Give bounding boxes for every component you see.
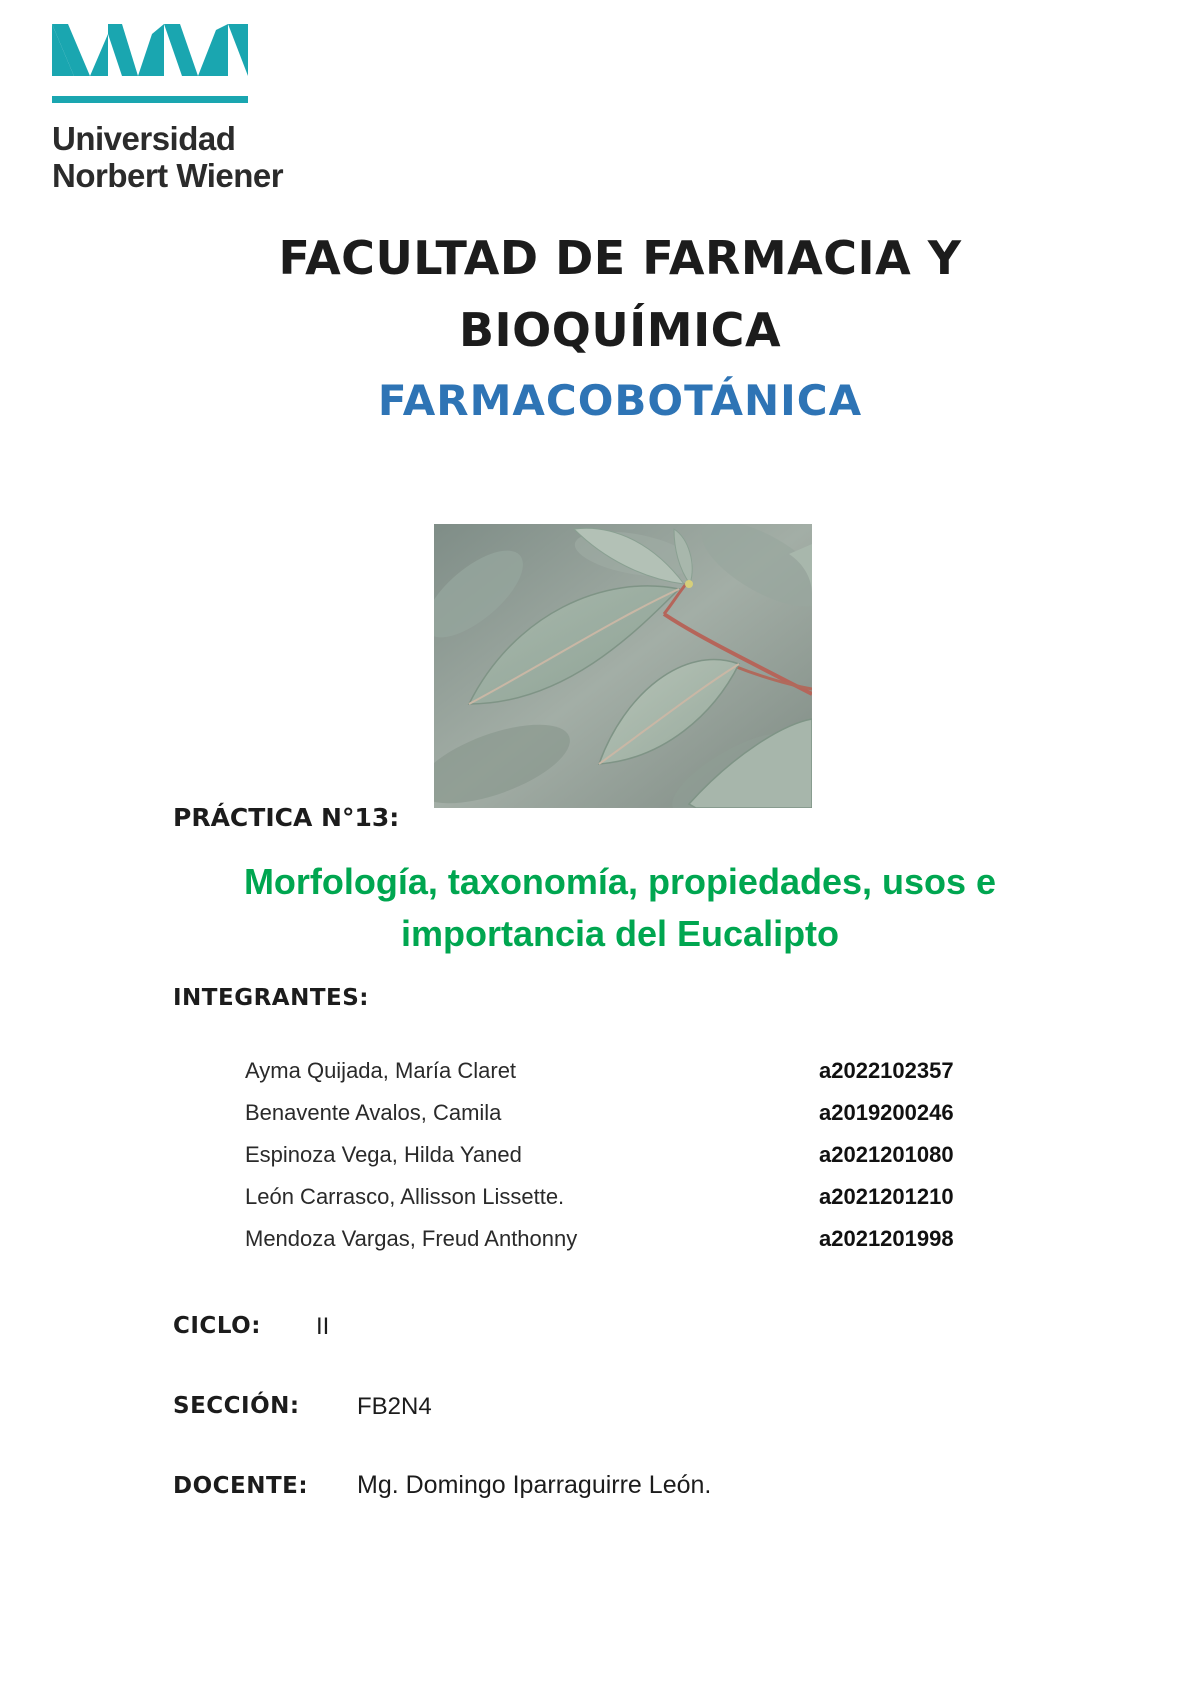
cycle-label: CICLO:: [173, 1313, 261, 1339]
member-code: a2019200246: [819, 1100, 954, 1125]
list-item: [245, 1058, 1005, 1100]
member-name: Espinoza Vega, Hilda Yaned: [245, 1142, 522, 1167]
list-item: [245, 1184, 1005, 1226]
cycle-value: II: [316, 1313, 330, 1340]
member-name: León Carrasco, Allisson Lissette.: [245, 1184, 565, 1209]
section-label: SECCIÓN:: [173, 1393, 300, 1419]
practice-topic: [120, 856, 1120, 960]
list-item: [245, 1226, 1005, 1268]
faculty-title: [120, 222, 1120, 366]
faculty-title-line-2: BIOQUÍMICA: [458, 303, 782, 357]
member-code: a2022102357: [819, 1058, 954, 1083]
practice-topic-line-1: Morfología, taxonomía, propiedades, usos e: [243, 861, 997, 902]
teacher-label: DOCENTE:: [173, 1473, 309, 1499]
faculty-title-line-1: FACULTAD DE FARMACIA Y: [278, 231, 962, 285]
member-code: a2021201210: [819, 1184, 954, 1209]
list-item: [245, 1100, 1005, 1142]
practice-topic-line-2: importancia del Eucalipto: [400, 913, 840, 954]
university-logo: [52, 24, 322, 194]
logo-line-1: Universidad: [52, 120, 236, 157]
member-name: Ayma Quijada, María Claret: [245, 1058, 517, 1083]
course-title: FARMACOBOTÁNICA: [377, 376, 863, 425]
logo-wordmark: [52, 120, 283, 194]
list-item: [245, 1142, 1005, 1184]
teacher-value: Mg. Domingo Iparraguirre León.: [357, 1471, 712, 1499]
eucalyptus-photo: [434, 524, 812, 808]
member-code: a2021201080: [819, 1142, 954, 1167]
member-name: Mendoza Vargas, Freud Anthonny: [245, 1226, 578, 1251]
logo-emblem-icon: [52, 24, 252, 112]
member-code: a2021201998: [819, 1226, 954, 1251]
practice-label: PRÁCTICA N°13:: [173, 803, 400, 832]
section-value: FB2N4: [357, 1393, 432, 1420]
logo-line-2: Norbert Wiener: [52, 157, 284, 194]
member-name: Benavente Avalos, Camila: [245, 1100, 502, 1125]
members-label: INTEGRANTES:: [173, 985, 370, 1011]
members-list: [245, 1058, 1005, 1268]
